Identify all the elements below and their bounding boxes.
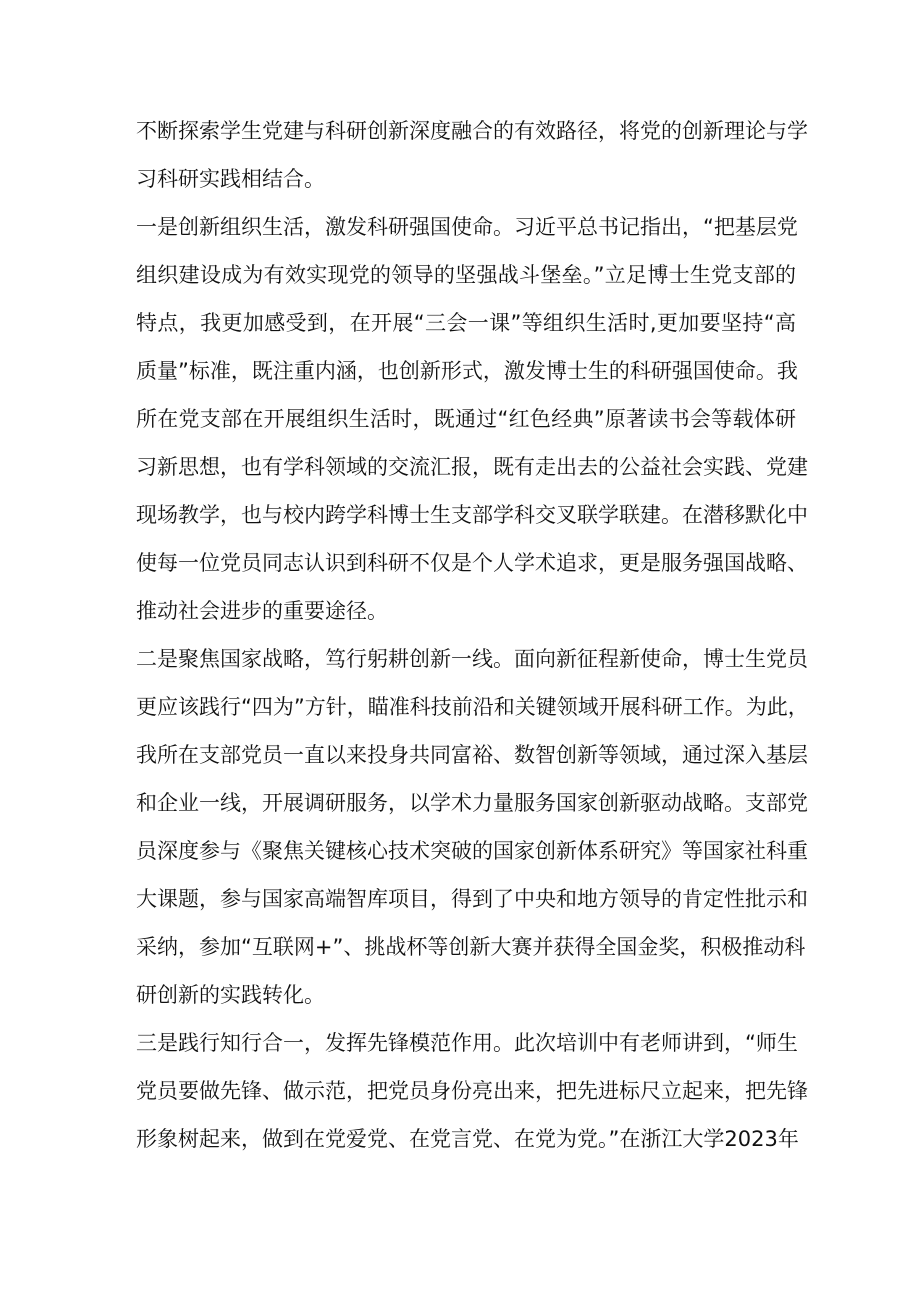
text-line: 特点，我更加感受到，在开展“三会一课”等组织生活时,更加要坚持“高 (136, 311, 796, 335)
text-line: 大课题，参与国家高端智库项目，得到了中央和地方领导的肯定性批示和 (136, 887, 808, 911)
text-line: 习新思想，也有学科领域的交流汇报，既有走出去的公益社会实践、党建 (136, 455, 808, 479)
text-line: 我所在支部党员一直以来投身共同富裕、数智创新等领域，通过深入基层 (136, 743, 808, 767)
text-line: 三是践行知行合一，发挥先锋模范作用。此次培训中有老师讲到，“师生 (136, 1031, 798, 1055)
text-line: 更应该践行“四为”方针，瞄准科技前沿和关键领域开展科研工作。为此， (136, 695, 809, 719)
text-line: 所在党支部在开展组织生活时，既通过“红色经典”原著读书会等载体研 (136, 407, 796, 431)
text-line: 组织建设成为有效实现党的领导的坚强战斗堡垒。”立足博士生党支部的 (136, 263, 796, 287)
text-line: 形象树起来，做到在党爱党、在党言党、在党为党。”在浙江大学2023年 (136, 1127, 799, 1151)
text-line: 使每一位党员同志认识到科研不仅是个人学术追求，更是服务强国战略、 (136, 551, 808, 575)
text-line: 不断探索学生党建与科研创新深度融合的有效路径，将党的创新理论与学 (136, 119, 808, 143)
text-line: 现场教学，也与校内跨学科博士生支部学科交叉联学联建。在潜移默化中 (136, 503, 808, 527)
text-line: 质量”标准，既注重内涵，也创新形式，激发博士生的科研强国使命。我 (136, 359, 798, 383)
text-line: 采纳，参加“互联网+”、挑战杯等创新大赛并获得全国金奖，积极推动科 (136, 935, 806, 959)
text-line: 员深度参与《聚焦关键核心技术突破的国家创新体系研究》等国家社科重 (136, 839, 808, 863)
text-line: 二是聚焦国家战略，笃行躬耕创新一线。面向新征程新使命，博士生党员 (136, 647, 808, 671)
text-line: 研创新的实践转化。 (136, 983, 325, 1007)
text-line: 一是创新组织生活，激发科研强国使命。习近平总书记指出，“把基层党 (136, 215, 798, 239)
text-line: 习科研实践相结合。 (136, 167, 325, 191)
text-line: 推动社会进步的重要途径。 (136, 599, 388, 623)
document-body (136, 107, 809, 1163)
text-line: 党员要做先锋、做示范，把党员身份亮出来，把先进标尺立起来，把先锋 (136, 1079, 808, 1103)
text-line: 和企业一线，开展调研服务，以学术力量服务国家创新驱动战略。支部党 (136, 791, 808, 815)
